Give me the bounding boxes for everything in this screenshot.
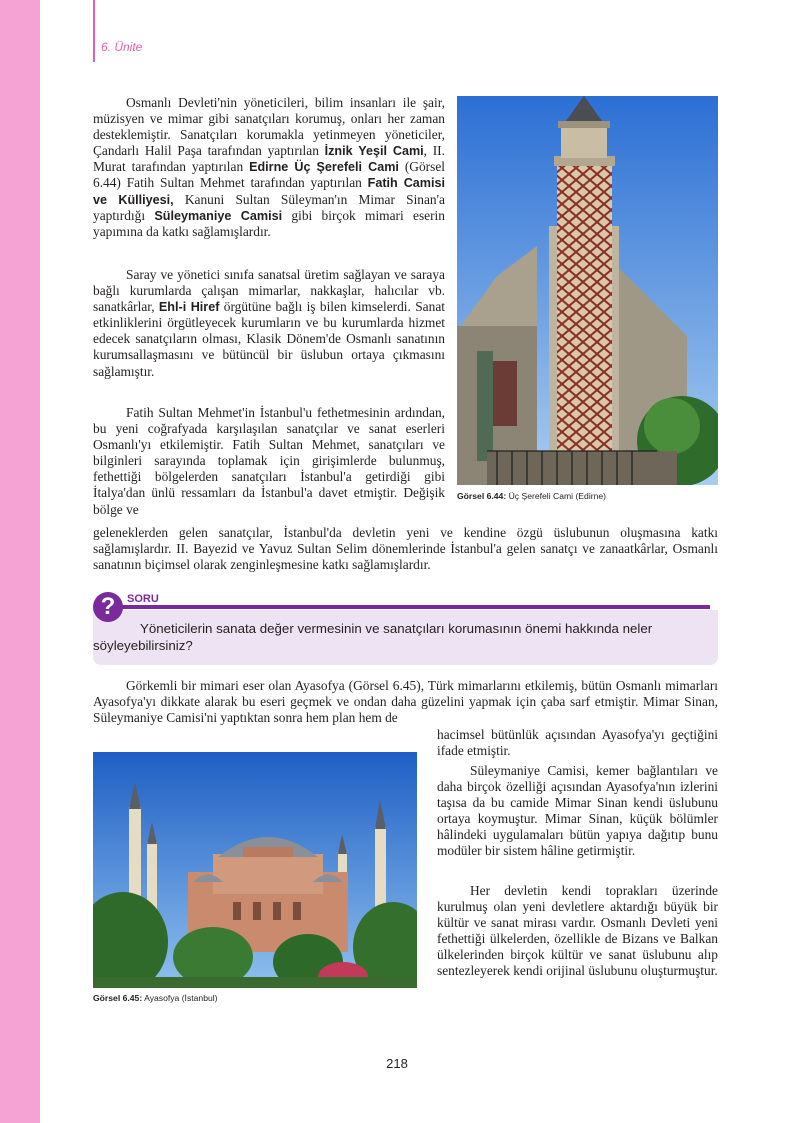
text-run: Osmanlı Devleti'nin yöneticileri, bilim insanları ile şair, müzisyen ve mimar gibi sanatçıları korumuş, onları her zaman desteklemiştir. Sanatçıları korumakla yetinmeyen yöneticiler, Çandarlı Halil Paşa tarafından yaptırılan — [93, 95, 445, 159]
page-number: 218 — [386, 1056, 408, 1071]
text-run: örgütüne bağlı iş bilen kimselerdi. Sanat etkinliklerini örgütleyecek kurumların ve bu kurumlarda hizmet edecek sanatçıların olması, Klasik Dönem'de Osmanlı sanatının kurumsallaşmasını ve bütüncül bir üslubun ortaya çıkmasını sağlamıştır. — [93, 299, 445, 379]
paragraph-4-continued: hacimsel bütünlük açısından Ayasofya'yı geçtiğini ifade etmiştir. — [437, 727, 718, 759]
text-run: gibi birçok mimari eserin yapımına da katkı sağlamışlardır. — [93, 207, 445, 239]
paragraph-4: Görkemli bir mimari eser olan Ayasofya (Görsel 6.45), Türk mimarlarını etkilemiş, bütün Osmanlı mimarları Ayasofya'yı dikkate alarak bu eseri geçmek ve ondan daha güzelini yapmak için çaba sarf etmiştir. Mimar Sinan, Süleymaniye Camisi'ni yaptıktan sonra hem plan hem de — [93, 678, 718, 726]
photo-ayasofya — [93, 752, 417, 988]
paragraph-1 — [93, 95, 445, 240]
paragraph-3: Fatih Sultan Mehmet'in İstanbul'u fethetmesinin ardından, bu yeni coğrafyada karşılaşılan sanatçılar ve sanat eserleri Osmanlı'yı etkilemiştir. Fatih Sultan Mehmet, sanatçıları ve bilginleri sarayında toplamak için girişimlerde bulunmuş, fethettiği bölgelerden sanatçıları İstanbul'a getirdiği gibi İtalya'dan ünlü ressamları da İstanbul'a davet etmiştir. Değişik bölge ve — [93, 405, 445, 517]
caption-label: Görsel 6.44: — [457, 491, 507, 501]
term-fatih-camisi: Fatih Camisi ve Külliyesi, — [93, 176, 445, 207]
term-suleymaniye-camisi: Süleymaniye Camisi — [154, 208, 283, 223]
question-label: SORU — [127, 593, 159, 605]
caption-gorsel-6-45 — [93, 993, 218, 1003]
unit-divider — [93, 0, 95, 62]
caption-text: Ayasofya (İstanbul) — [142, 993, 218, 1003]
term-edirne-uc-serefeli-cami: Edirne Üç Şerefeli Cami — [249, 160, 399, 175]
caption-gorsel-6-44 — [457, 491, 606, 501]
text-run: Saray ve yönetici sınıfa sanatsal üretim sağlayan ve saraya bağlı kurumlarda çalışan mimarlar, nakkaşlar, halıcılar vb. sanatkârlar, — [93, 267, 445, 315]
text-run: , II. Murat tarafından yaptırılan — [93, 143, 445, 175]
term-ehl-i-hiref: Ehl-i Hiref — [158, 300, 220, 315]
question-header-line — [122, 605, 710, 609]
question-mark-icon: ? — [93, 592, 123, 622]
text-run: Kanuni Sultan Süleyman'ın Mimar Sinan'a yaptırdığı — [93, 191, 445, 223]
paragraph-2 — [93, 267, 445, 380]
term-iznik-yesil-cami: İznik Yeşil Cami — [324, 144, 424, 159]
paragraph-6: Her devletin kendi toprakları üzerinde kurulmuş olan yeni devletlere aktardığı büyük bir kültür ve sanat mirası vardır. Osmanlı Devleti yeni fethettiği ülkelerden, özellikle de Bizans ve Balkan ülkelerinden birçok kültür ve sanat üslubunu alıp sentezleyerek kendi orijinal üslubunu oluşturmuştur. — [437, 883, 718, 979]
question-text: Yöneticilerin sanata değer vermesinin ve sanatçıları korumasının önemi hakkında neler söyleyebilirsiniz? — [93, 621, 653, 653]
side-color-band — [0, 0, 40, 1123]
caption-text: Üç Şerefeli Cami (Edirne) — [506, 491, 607, 501]
unit-label: 6. Ünite — [101, 40, 143, 54]
text-run: (Görsel 6.44) Fatih Sultan Mehmet tarafından yaptırılan — [93, 159, 446, 191]
paragraph-5: Süleymaniye Camisi, kemer bağlantıları ve daha birçok özelliği açısından Ayasofya'nın izlerini taşısa da bu camide Mimar Sinan kendi üslubunu ortaya koymuştur. Mimar Sinan, küçük bölümler hâlindeki uygulamaları bütün yapıya dağıtıp bunu modüler bir sistem hâline getirmiştir. — [437, 763, 718, 859]
photo-uc-serefeli-cami — [457, 96, 718, 485]
caption-label: Görsel 6.45: — [93, 993, 143, 1003]
paragraph-3-continued: geleneklerden gelen sanatçılar, İstanbul'da devletin yeni ve kendine özgü üslubunun oluşmasına katkı sağlamışlardır. II. Bayezid ve Yavuz Sultan Selim dönemlerinde İstanbul'a gelen sanatçı ve zanaatkârlar, Osmanlı sanatının biçimsel olarak zenginleşmesine katkı sağlamışlardır. — [93, 525, 718, 573]
